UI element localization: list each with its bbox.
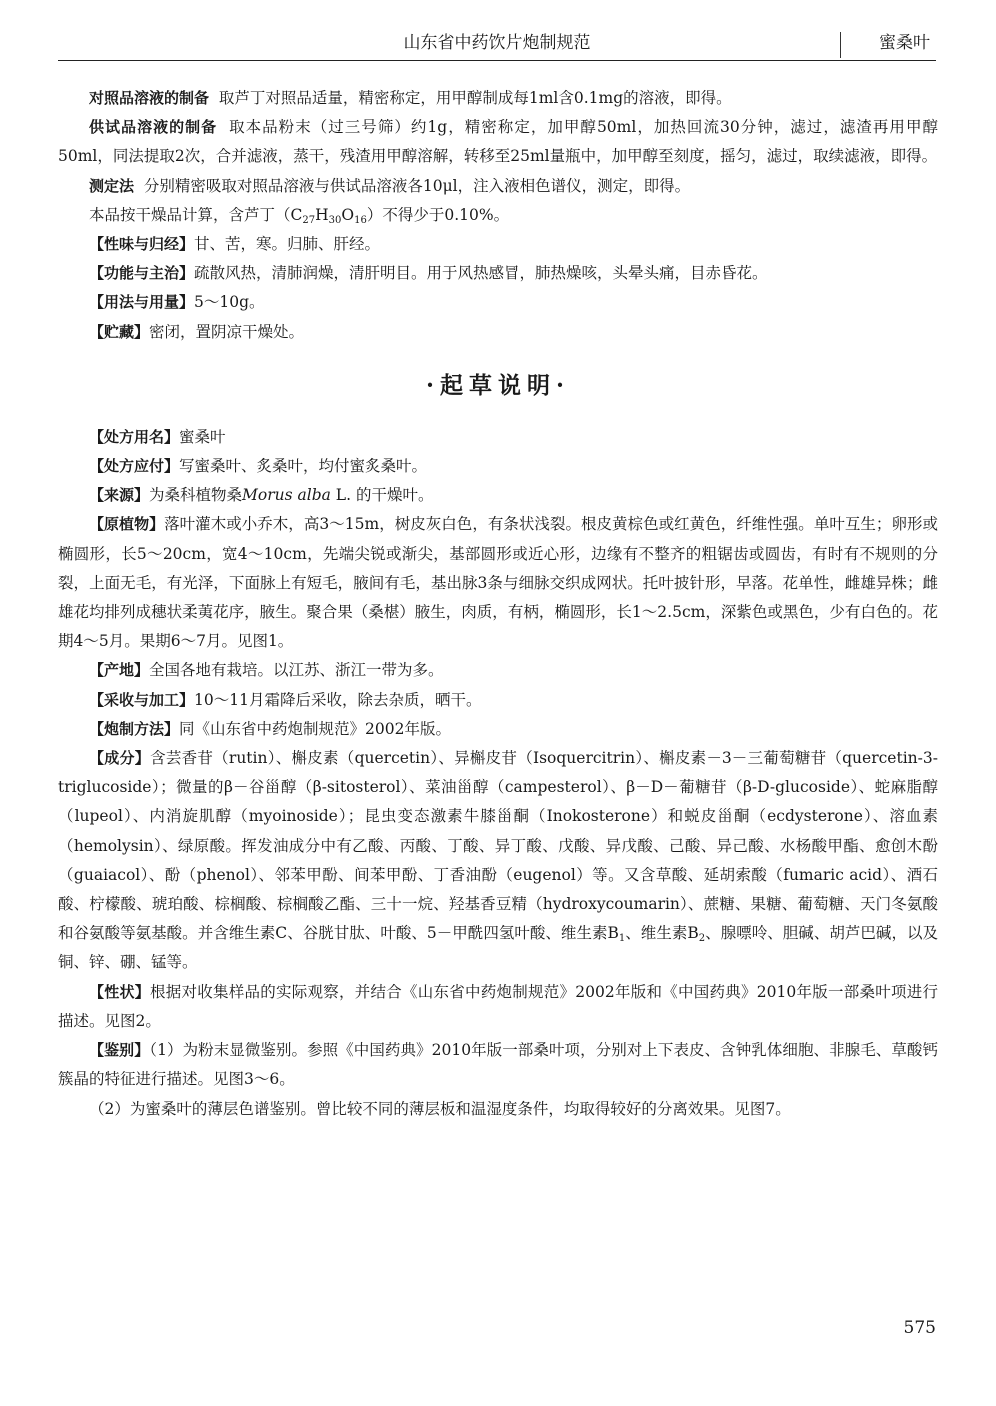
harvest-label: 【采收与加工】 [89, 690, 195, 709]
identification-text: （1）为粉末显微鉴别。参照《中国药典》2010年版一部桑叶项，分别对上下表皮、含钟乳体细胞、非腺毛、草酸钙簇晶的特征进行描述。见图3～6。 [58, 1041, 938, 1089]
content-post: ）不得少于0.10%。 [366, 205, 510, 224]
test-solution-paragraph [58, 113, 938, 171]
composition-text-b: 、腺嘌呤、胆碱、胡芦巴碱，以及铜、锌、硼、锰等。 [58, 924, 938, 972]
trait-paragraph [58, 978, 938, 1036]
ref-solution-label: 对照品溶液的制备 [89, 89, 210, 107]
process-text: 同《山东省中药炮制规范》2002年版。 [179, 719, 451, 738]
name-label: 【处方用名】 [89, 427, 180, 446]
composition-label: 【成分】 [89, 749, 151, 768]
content-pre: 本品按干燥品计算，含芦丁（C [89, 205, 303, 224]
o-subscript: 16 [354, 214, 367, 226]
source-post: L. 的干燥叶。 [330, 486, 434, 505]
supply-text: 写蜜桑叶、炙桑叶，均付蜜炙桑叶。 [179, 457, 428, 476]
process-label: 【炮制方法】 [89, 719, 180, 738]
h-subscript: 30 [328, 214, 342, 226]
running-header [58, 26, 936, 61]
method-paragraph [58, 172, 938, 201]
usage-text: 5～10g。 [194, 293, 265, 312]
identification-paragraph [58, 1036, 938, 1094]
plant-paragraph [58, 510, 938, 656]
method-text: 分别精密吸取对照品溶液与供试品溶液各10μl，注入液相色谱仪，测定，即得。 [143, 176, 691, 195]
ref-solution-paragraph [58, 84, 938, 113]
storage-paragraph [58, 318, 938, 347]
header-section: 蜜桑叶 [879, 33, 930, 53]
o-symbol: O [341, 205, 355, 224]
test-solution-text: 取本品粉末（过三号筛）约1g，精密称定，加甲醇50ml，加热回流30分钟，滤过，滤渣再用甲醇50ml，同法提取2次，合并滤液，蒸干，残渣用甲醇溶解，转移至25ml量瓶中，加甲醇至刻度，摇匀，滤过，取续滤液，即得。 [58, 118, 938, 166]
taste-label: 【性味与归经】 [89, 235, 195, 254]
storage-text: 密闭，置阴凉干燥处。 [149, 322, 305, 341]
source-paragraph [58, 481, 938, 510]
composition-mid: 、维生素B [625, 924, 699, 943]
b2-subscript: 2 [698, 933, 706, 945]
header-title: 山东省中药饮片炮制规范 [403, 33, 591, 53]
supply-label: 【处方应付】 [89, 457, 180, 476]
name-text: 蜜桑叶 [179, 427, 226, 446]
name-paragraph [58, 423, 938, 452]
section-title: ·起草说明· [425, 371, 570, 399]
source-latin: Morus alba [242, 486, 331, 505]
test-solution-label: 供试品溶液的制备 [89, 118, 218, 137]
h-symbol: H [315, 205, 329, 224]
trait-text: 根据对收集样品的实际观察，并结合《山东省中药炮制规范》2002年版和《中国药典》2010年版一部桑叶项进行描述。见图2。 [58, 982, 938, 1030]
identification-label: 【鉴别】 [89, 1041, 150, 1060]
storage-label: 【贮藏】 [89, 322, 150, 341]
trait-label: 【性状】 [89, 982, 151, 1001]
source-label: 【来源】 [89, 486, 150, 505]
composition-text-a: 含芸香苷（rutin）、槲皮素（quercetin）、异槲皮苷（Isoquercitrin）、槲皮素－3－三葡萄糖苷（quercetin-3-triglucoside）；微量的β－谷甾醇（β-sitosterol）、菜油甾醇（campesterol）、β－D－葡糖苷（β-D-glucoside）、蛇麻脂醇（lupeol）、内消旋肌醇（myoinoside）；昆虫变态激素牛膝甾酮（Inokosterone）和蜕皮甾酮（ecdysterone）、溶血素（hemolysin）、绿原酸。挥发油成分中有乙酸、丙酸、丁酸、异丁酸、戊酸、异戊酸、己酸、异己酸、水杨酸甲酯、愈创木酚（guaiacol）、酚（phenol）、邻苯甲酚、间苯甲酚、丁香油酚（eugenol）等。又含草酸、延胡索酸（fumaric acid）、酒石酸、柠檬酸、琥珀酸、棕榈酸、棕榈酸乙酯、三十一烷、羟基香豆精（hydroxycoumarin）、蔗糖、果糖、葡萄糖、天门冬氨酸和谷氨酸等氨基酸。并含维生素C、谷胱甘肽、叶酸、5－甲酰四氢叶酸、维生素B [58, 749, 938, 943]
header-divider [840, 32, 841, 58]
ref-solution-text: 取芦丁对照品适量，精密称定，用甲醇制成每1ml含0.1mg的溶液，即得。 [218, 89, 732, 107]
origin-text: 全国各地有栽培。以江苏、浙江一带为多。 [149, 661, 444, 680]
function-label: 【功能与主治】 [89, 264, 195, 283]
source-pre: 为桑科植物桑 [149, 486, 243, 505]
usage-paragraph [58, 288, 938, 317]
plant-text: 落叶灌木或小乔木，高3～15m，树皮灰白色，有条状浅裂。根皮黄棕色或红黄色，纤维性强。单叶互生；卵形或椭圆形，长5～20cm，宽4～10cm，先端尖锐或渐尖，基部圆形或近心形，边缘有不整齐的粗锯齿或圆齿，有时有不规则的分裂，上面无毛，有光泽，下面脉上有短毛，腋间有毛，基出脉3条与细脉交织成网状。托叶披针形，早落。花单性，雌雄异株；雌雄花均排列成穗状柔荑花序，腋生。聚合果（桑椹）腋生，肉质，有柄，椭圆形，长1～2.5cm，深紫色或黑色，少有白色的。花期4～5月。果期6～7月。见图1。 [58, 515, 938, 651]
function-text: 疏散风热，清肺润燥，清肝明目。用于风热感冒，肺热燥咳，头晕头痛，目赤昏花。 [194, 264, 768, 283]
identification2-paragraph [58, 1095, 938, 1124]
usage-label: 【用法与用量】 [89, 293, 195, 312]
page-number: 575 [903, 1318, 936, 1338]
method-label: 测定法 [89, 176, 135, 195]
origin-paragraph [58, 656, 938, 685]
origin-label: 【产地】 [89, 661, 150, 680]
b1-subscript: 1 [618, 933, 626, 945]
harvest-text: 10～11月霜降后采收，除去杂质，晒干。 [194, 690, 482, 709]
identification2-text: （2）为蜜桑叶的薄层色谱鉴别。曾比较不同的薄层板和温湿度条件，均取得较好的分离效果。见图7。 [89, 1099, 791, 1118]
c-subscript: 27 [302, 214, 316, 226]
content-paragraph [58, 201, 938, 230]
plant-label: 【原植物】 [89, 515, 165, 534]
taste-text: 甘、苦，寒。归肺、肝经。 [194, 235, 381, 254]
harvest-paragraph [58, 686, 938, 715]
page-body [58, 84, 938, 1124]
process-paragraph [58, 715, 938, 744]
function-paragraph [58, 259, 938, 288]
composition-paragraph [58, 744, 938, 978]
taste-paragraph [58, 230, 938, 259]
supply-paragraph [58, 452, 938, 481]
